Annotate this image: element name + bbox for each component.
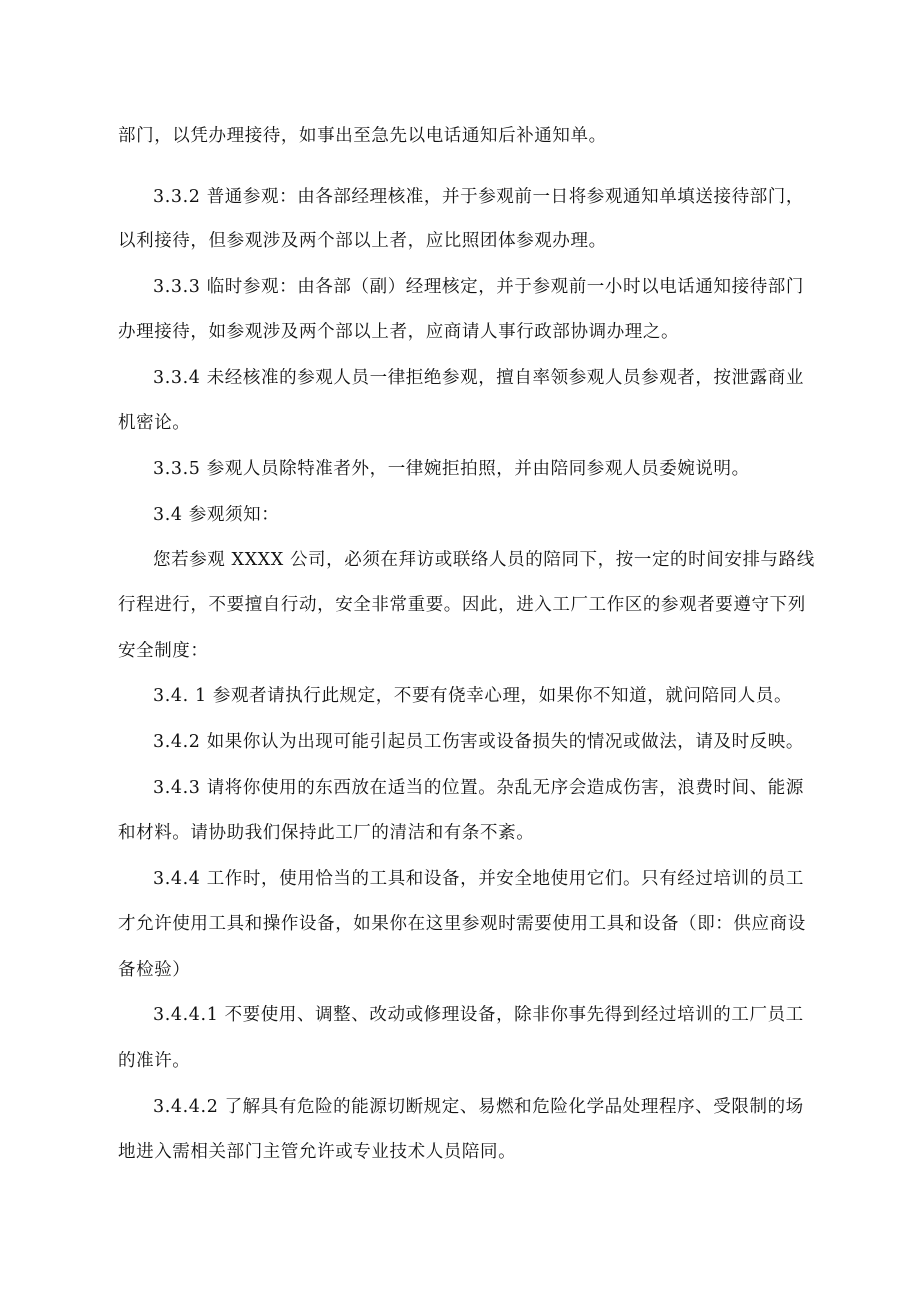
clause-3-4-3: 3.4.3 请将你使用的东西放在适当的位置。杂乱无序会造成伤害，浪费时间、能源 (153, 778, 804, 798)
clause-3-4-2: 3.4.2 如果你认为出现可能引起员工伤害或设备损失的情况或做法，请及时反映。 (153, 732, 804, 752)
text-line: 的准许。 (118, 1051, 191, 1071)
paragraph-line: 您若参观 XXXX 公司，必须在拜访或联络人员的陪同下，按一定的时间安排与路线 (153, 550, 815, 570)
clause-3-4-4-2: 3.4.4.2 了解具有危险的能源切断规定、易燃和危险化学品处理程序、受限制的场 (153, 1097, 804, 1117)
section-3-4-heading: 3.4 参观须知： (153, 505, 280, 525)
clause-3-4-4: 3.4.4 工作时，使用恰当的工具和设备，并安全地使用它们。只有经过培训的员工 (153, 869, 804, 889)
text-line: 办理接待，如参观涉及两个部以上者，应商请人事行政部协调办理之。 (118, 322, 680, 342)
clause-3-4-1: 3.4. 1 参观者请执行此规定，不要有侥幸心理，如果你不知道，就问陪同人员。 (153, 686, 793, 706)
clause-3-3-4: 3.3.4 未经核准的参观人员一律拒绝参观，擅自率领参观人员参观者，按泄露商业 (153, 368, 804, 388)
clause-3-4-4-1: 3.4.4.1 不要使用、调整、改动或修理设备，除非你事先得到经过培训的工厂员工 (153, 1005, 804, 1025)
text-line: 地进入需相关部门主管允许或专业技术人员陪同。 (118, 1142, 517, 1162)
text-line: 部门，以凭办理接待，如事出至急先以电话通知后补通知单。 (118, 126, 607, 146)
text-line: 以利接待，但参观涉及两个部以上者，应比照团体参观办理。 (118, 231, 607, 251)
clause-3-3-3: 3.3.3 临时参观：由各部（副）经理核定，并于参观前一小时以电话通知接待部门 (153, 277, 804, 297)
paragraph-line: 安全制度： (118, 641, 209, 661)
text-line: 机密论。 (118, 413, 191, 433)
text-line: 和材料。请协助我们保持此工厂的清洁和有条不紊。 (118, 823, 535, 843)
clause-3-3-2: 3.3.2 普通参观：由各部经理核准，并于参观前一日将参观通知单填送接待部门， (153, 187, 804, 207)
text-line: 才允许使用工具和操作设备，如果你在这里参观时需要使用工具和设备（即：供应商设 (118, 914, 806, 934)
clause-3-3-5: 3.3.5 参观人员除特准者外，一律婉拒拍照，并由陪同参观人员委婉说明。 (153, 459, 750, 479)
paragraph-line: 行程进行，不要擅自行动，安全非常重要。因此，进入工厂工作区的参观者要遵守下列 (118, 595, 806, 615)
text-line: 备检验） (118, 960, 191, 980)
